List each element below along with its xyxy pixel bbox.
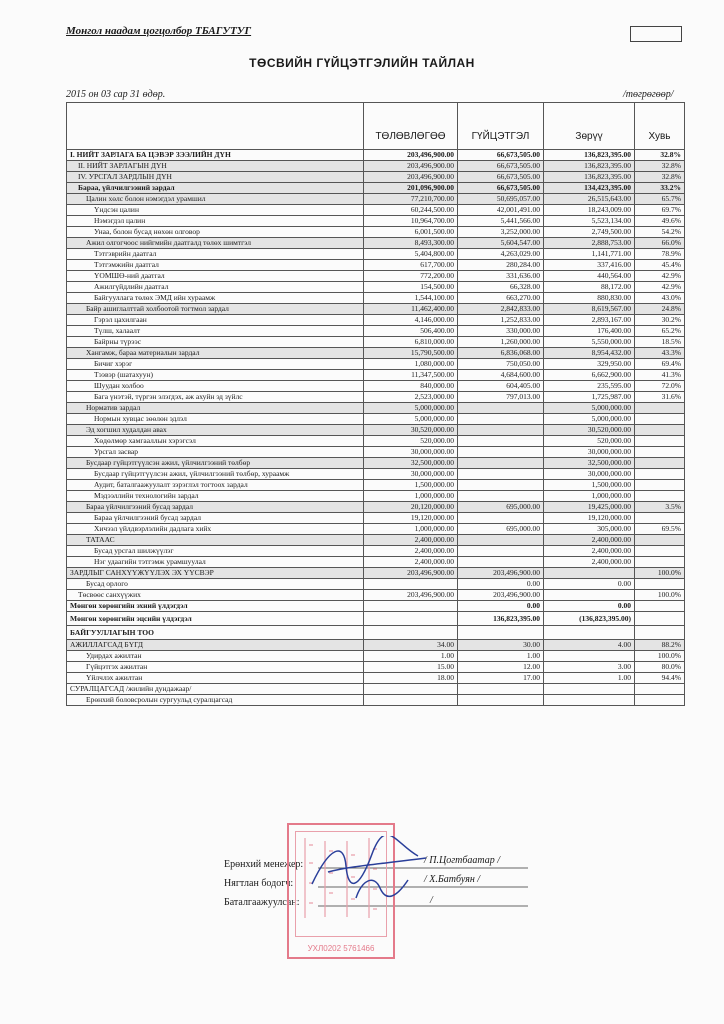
row-diff: 0.00: [544, 579, 635, 590]
row-actual: 12.00: [458, 662, 544, 673]
report-date: 2015 он 03 сар 31 өдөр.: [66, 89, 166, 100]
row-diff: 8,954,432.00: [544, 348, 635, 359]
row-percent: 80.0%: [635, 662, 685, 673]
row-actual: 5,441,566.00: [458, 216, 544, 227]
row-plan: 2,523,000.00: [364, 392, 458, 403]
row-actual: 17.00: [458, 673, 544, 684]
row-label: Бусдаар гүйцэтгүүлсэн ажил, үйлчилгээний төлбөр, хураамж: [67, 469, 364, 480]
row-label: Байгууллага төлөх ЭМД ийн хураамж: [67, 293, 364, 304]
row-label: ҮОМШӨ-ний даатгал: [67, 271, 364, 282]
row-plan: 15.00: [364, 662, 458, 673]
row-label: Бусад урсгал шилжүүлэг: [67, 546, 364, 557]
row-label: Удирдах ажилтан: [67, 651, 364, 662]
row-plan: 840,000.00: [364, 381, 458, 392]
row-percent: 69.4%: [635, 359, 685, 370]
row-label: БАЙГУУЛЛАГЫН ТОО: [67, 626, 364, 640]
row-actual: 203,496,900.00: [458, 568, 544, 579]
signature-role-accountant: Нягтлан бодогч:: [224, 878, 294, 889]
row-plan: 203,496,900.00: [364, 172, 458, 183]
row-label: ТАТААС: [67, 535, 364, 546]
row-actual: 66,328.00: [458, 282, 544, 293]
row-plan: 30,000,000.00: [364, 469, 458, 480]
row-actual: 750,050.00: [458, 359, 544, 370]
row-diff: 235,595.00: [544, 381, 635, 392]
row-diff: 5,523,134.00: [544, 216, 635, 227]
row-actual: 4,684,600.00: [458, 370, 544, 381]
row-label: Тэтгэмжийн даатгал: [67, 260, 364, 271]
row-percent: 88.2%: [635, 640, 685, 651]
row-label: II. НИЙТ ЗАРЛАГЫН ДҮН: [67, 161, 364, 172]
row-actual: 66,673,505.00: [458, 161, 544, 172]
row-plan: 5,404,800.00: [364, 249, 458, 260]
row-plan: 32,500,000.00: [364, 458, 458, 469]
row-percent: 54.2%: [635, 227, 685, 238]
row-plan: 1.00: [364, 651, 458, 662]
row-label: Үйлчлэх ажилтан: [67, 673, 364, 684]
col-header-diff: Зөрүү: [544, 103, 635, 150]
row-actual: 331,636.00: [458, 271, 544, 282]
row-label: Тэтгэврийн даатгал: [67, 249, 364, 260]
row-plan: 15,790,500.00: [364, 348, 458, 359]
row-diff: 18,243,009.00: [544, 205, 635, 216]
row-actual: 663,270.00: [458, 293, 544, 304]
row-diff: 2,400,000.00: [544, 557, 635, 568]
row-label: Норматив зардал: [67, 403, 364, 414]
row-label: Бичиг хэрэг: [67, 359, 364, 370]
row-percent: 31.6%: [635, 392, 685, 403]
row-plan: 30,000,000.00: [364, 447, 458, 458]
row-plan: 5,000,000.00: [364, 414, 458, 425]
row-percent: 65.7%: [635, 194, 685, 205]
handwritten-signature: [300, 836, 440, 906]
row-plan: 18.00: [364, 673, 458, 684]
row-percent: 24.8%: [635, 304, 685, 315]
row-plan: 30,520,000.00: [364, 425, 458, 436]
row-diff: 1.00: [544, 673, 635, 684]
row-label: ЗАРДЛЫГ САНХҮҮЖҮҮЛЭХ ЭХ ҮҮСВЭР: [67, 568, 364, 579]
row-percent: 42.9%: [635, 282, 685, 293]
row-actual: 1.00: [458, 651, 544, 662]
row-actual: 66,673,505.00: [458, 183, 544, 194]
row-percent: 33.2%: [635, 183, 685, 194]
row-diff: 0.00: [544, 601, 635, 612]
row-plan: 1,000,000.00: [364, 524, 458, 535]
row-label: Байрны түрээс: [67, 337, 364, 348]
row-label: Урсгал засвар: [67, 447, 364, 458]
row-diff: 880,830.00: [544, 293, 635, 304]
row-label: Ерөнхий боловсролын сургуульд суралцагсад: [67, 695, 364, 706]
row-diff: 136,823,395.00: [544, 161, 635, 172]
row-percent: 42.9%: [635, 271, 685, 282]
row-diff: 30,000,000.00: [544, 447, 635, 458]
row-percent: 78.9%: [635, 249, 685, 260]
row-label: Нэмэгдэл цалин: [67, 216, 364, 227]
row-actual: 66,673,505.00: [458, 172, 544, 183]
row-diff: 19,120,000.00: [544, 513, 635, 524]
row-plan: 5,000,000.00: [364, 403, 458, 414]
row-label: Хөдөлмөр хамгааллын хэрэгсэл: [67, 436, 364, 447]
row-plan: 6,001,500.00: [364, 227, 458, 238]
row-label: Гэрэл цахилгаан: [67, 315, 364, 326]
row-actual: 604,405.00: [458, 381, 544, 392]
col-header-percent: Хувь: [635, 103, 685, 150]
row-label: Нэг удаагийн тэтгэмж урамшуулал: [67, 557, 364, 568]
row-label: Нормын хувцас зөөлөн эдлэл: [67, 414, 364, 425]
row-diff: 136,823,395.00: [544, 172, 635, 183]
row-percent: 32.8%: [635, 150, 685, 161]
row-plan: 617,700.00: [364, 260, 458, 271]
row-label: Унаа, болон бусад нөхөн олговор: [67, 227, 364, 238]
row-label: Байр ашиглалттай холбоотой тогтмол зардал: [67, 304, 364, 315]
row-plan: 506,400.00: [364, 326, 458, 337]
row-label: Бараа үйлчилгээний бусад зардал: [67, 513, 364, 524]
row-diff: 329,950.00: [544, 359, 635, 370]
row-label: Бусад орлого: [67, 579, 364, 590]
row-plan: 20,120,000.00: [364, 502, 458, 513]
row-plan: 11,462,400.00: [364, 304, 458, 315]
row-actual: 2,842,833.00: [458, 304, 544, 315]
row-percent: 100.0%: [635, 651, 685, 662]
row-diff: 6,662,900.00: [544, 370, 635, 381]
row-label: Цалин хөлс болон нэмэгдэл урамшил: [67, 194, 364, 205]
row-plan: 203,496,900.00: [364, 150, 458, 161]
row-label: Бага үнэтэй, түргэн элэгдэх, аж ахуйн эд зүйлс: [67, 392, 364, 403]
row-plan: 2,400,000.00: [364, 535, 458, 546]
row-actual: 136,823,395.00: [458, 612, 544, 626]
row-label: Мөнгөн хөрөнгийн эхний үлдэгдэл: [67, 601, 364, 612]
row-diff: 2,400,000.00: [544, 546, 635, 557]
row-diff: 3.00: [544, 662, 635, 673]
row-plan: 6,810,000.00: [364, 337, 458, 348]
row-plan: 1,544,100.00: [364, 293, 458, 304]
row-diff: 520,000.00: [544, 436, 635, 447]
row-label: Бусдаар гүйцэтгүүлсэн ажил, үйлчилгээний төлбөр: [67, 458, 364, 469]
row-label: Хангамж, бараа материалын зардал: [67, 348, 364, 359]
row-diff: 1,725,987.00: [544, 392, 635, 403]
row-label: Түлш, халаалт: [67, 326, 364, 337]
row-plan: 19,120,000.00: [364, 513, 458, 524]
row-actual: 30.00: [458, 640, 544, 651]
row-label: Ажилгүйдлийн даатгал: [67, 282, 364, 293]
row-label: Хичээл үйлдвэрлэлийн дадлага хийх: [67, 524, 364, 535]
row-diff: (136,823,395.00): [544, 612, 635, 626]
row-diff: 5,000,000.00: [544, 403, 635, 414]
row-plan: 1,080,000.00: [364, 359, 458, 370]
row-plan: 34.00: [364, 640, 458, 651]
row-plan: 11,347,500.00: [364, 370, 458, 381]
row-diff: 30,000,000.00: [544, 469, 635, 480]
row-diff: 337,416.00: [544, 260, 635, 271]
row-diff: 2,400,000.00: [544, 535, 635, 546]
row-plan: 2,400,000.00: [364, 546, 458, 557]
signature-name-accountant: / Х.Батбуян /: [424, 874, 481, 885]
row-label: Гүйцэтгэх ажилтан: [67, 662, 364, 673]
stamp-code: УХЛ0202 5761466: [307, 944, 375, 953]
row-percent: 43.0%: [635, 293, 685, 304]
row-plan: 10,964,700.00: [364, 216, 458, 227]
row-percent: 65.2%: [635, 326, 685, 337]
row-actual: 50,695,057.00: [458, 194, 544, 205]
row-label: Мөнгөн хөрөнгийн эцсийн үлдэгдэл: [67, 612, 364, 626]
row-actual: 66,673,505.00: [458, 150, 544, 161]
row-label: Ажил олгогчоос нийгмийн даатгалд төлөх шимтгэл: [67, 238, 364, 249]
row-plan: 77,210,700.00: [364, 194, 458, 205]
row-percent: 94.4%: [635, 673, 685, 684]
row-label: I. НИЙТ ЗАРЛАГА БА ЦЭВЭР ЗЭЭЛИЙН ДҮН: [67, 150, 364, 161]
row-percent: 30.2%: [635, 315, 685, 326]
row-actual: 797,013.00: [458, 392, 544, 403]
row-percent: 49.6%: [635, 216, 685, 227]
row-percent: 66.0%: [635, 238, 685, 249]
row-diff: 440,564.00: [544, 271, 635, 282]
row-diff: 136,823,395.00: [544, 150, 635, 161]
row-actual: 6,836,068.00: [458, 348, 544, 359]
row-percent: 69.7%: [635, 205, 685, 216]
row-plan: 154,500.00: [364, 282, 458, 293]
row-label: Төсвөөс санхүүжих: [67, 590, 364, 601]
row-actual: 42,001,491.00: [458, 205, 544, 216]
row-plan: 8,493,300.00: [364, 238, 458, 249]
row-plan: 60,244,500.00: [364, 205, 458, 216]
row-percent: 32.8%: [635, 172, 685, 183]
row-label: Аудит, баталгаажуулалт зэрэглэл тогтоох зардал: [67, 480, 364, 491]
row-plan: 1,500,000.00: [364, 480, 458, 491]
row-label: IV. УРСГАЛ ЗАРДЛЫН ДҮН: [67, 172, 364, 183]
row-label: СУРАЛЦАГСАД /жилийн дундажаар/: [67, 684, 364, 695]
row-diff: 2,888,753.00: [544, 238, 635, 249]
row-percent: 72.0%: [635, 381, 685, 392]
row-diff: 26,515,643.00: [544, 194, 635, 205]
col-header-plan: ТӨЛӨВЛӨГӨӨ: [364, 103, 458, 150]
row-actual: 203,496,900.00: [458, 590, 544, 601]
row-label: Шуудан холбоо: [67, 381, 364, 392]
row-plan: 203,496,900.00: [364, 161, 458, 172]
row-diff: 88,172.00: [544, 282, 635, 293]
row-diff: 8,619,567.00: [544, 304, 635, 315]
row-diff: 134,423,395.00: [544, 183, 635, 194]
row-actual: 5,604,547.00: [458, 238, 544, 249]
org-name: Монгол наадам цогцолбор ТБАГУТУГ: [66, 25, 252, 37]
row-plan: 4,146,000.00: [364, 315, 458, 326]
row-plan: 1,000,000.00: [364, 491, 458, 502]
row-diff: 1,141,771.00: [544, 249, 635, 260]
report-title: ТӨСВИЙН ГҮЙЦЭТГЭЛИЙН ТАЙЛАН: [249, 56, 475, 70]
row-actual: 1,260,000.00: [458, 337, 544, 348]
col-header-actual: ГҮЙЦЭТГЭЛ: [458, 103, 544, 150]
row-diff: 5,550,000.00: [544, 337, 635, 348]
row-diff: 305,000.00: [544, 524, 635, 535]
row-percent: 43.3%: [635, 348, 685, 359]
row-plan: 2,400,000.00: [364, 557, 458, 568]
row-diff: 1,500,000.00: [544, 480, 635, 491]
row-actual: 280,284.00: [458, 260, 544, 271]
row-actual: 1,252,833.00: [458, 315, 544, 326]
row-percent: 32.8%: [635, 161, 685, 172]
row-actual: 3,252,000.00: [458, 227, 544, 238]
row-label: Эд хогшил худалдан авах: [67, 425, 364, 436]
signature-name-manager: / П.Цогтбаатар /: [424, 855, 500, 866]
row-diff: 32,500,000.00: [544, 458, 635, 469]
row-percent: 3.5%: [635, 502, 685, 513]
row-label: Үндсэн цалин: [67, 205, 364, 216]
row-plan: 201,096,900.00: [364, 183, 458, 194]
row-actual: 695,000.00: [458, 524, 544, 535]
row-actual: 695,000.00: [458, 502, 544, 513]
row-percent: 100.0%: [635, 568, 685, 579]
row-label: АЖИЛЛАГСАД БҮГД: [67, 640, 364, 651]
row-label: Мэдээллийн технологийн зардал: [67, 491, 364, 502]
row-percent: 100.0%: [635, 590, 685, 601]
row-label: Бараа үйлчилгээний бусад зардал: [67, 502, 364, 513]
row-diff: 2,893,167.00: [544, 315, 635, 326]
currency-unit: /төгрөгөөр/: [623, 89, 674, 100]
row-diff: 2,749,500.00: [544, 227, 635, 238]
row-percent: 45.4%: [635, 260, 685, 271]
row-plan: 520,000.00: [364, 436, 458, 447]
row-plan: 203,496,900.00: [364, 568, 458, 579]
row-diff: 30,520,000.00: [544, 425, 635, 436]
row-diff: 4.00: [544, 640, 635, 651]
row-label: Тээвэр (шатахуун): [67, 370, 364, 381]
row-plan: 772,200.00: [364, 271, 458, 282]
row-percent: 69.5%: [635, 524, 685, 535]
row-diff: 176,400.00: [544, 326, 635, 337]
row-plan: 203,496,900.00: [364, 590, 458, 601]
signature-role-verified: Баталгаажуулсан:: [224, 897, 300, 908]
row-actual: 330,000.00: [458, 326, 544, 337]
row-actual: 4,263,029.00: [458, 249, 544, 260]
row-label: Бараа, үйлчилгээний зардал: [67, 183, 364, 194]
row-diff: 5,000,000.00: [544, 414, 635, 425]
row-diff: 1,000,000.00: [544, 491, 635, 502]
row-diff: 19,425,000.00: [544, 502, 635, 513]
row-percent: 18.5%: [635, 337, 685, 348]
row-actual: 0.00: [458, 601, 544, 612]
signature-role-manager: Ерөнхий менежер:: [224, 859, 304, 870]
signature-name-verified: /: [430, 895, 433, 906]
row-percent: 41.3%: [635, 370, 685, 381]
row-actual: 0.00: [458, 579, 544, 590]
